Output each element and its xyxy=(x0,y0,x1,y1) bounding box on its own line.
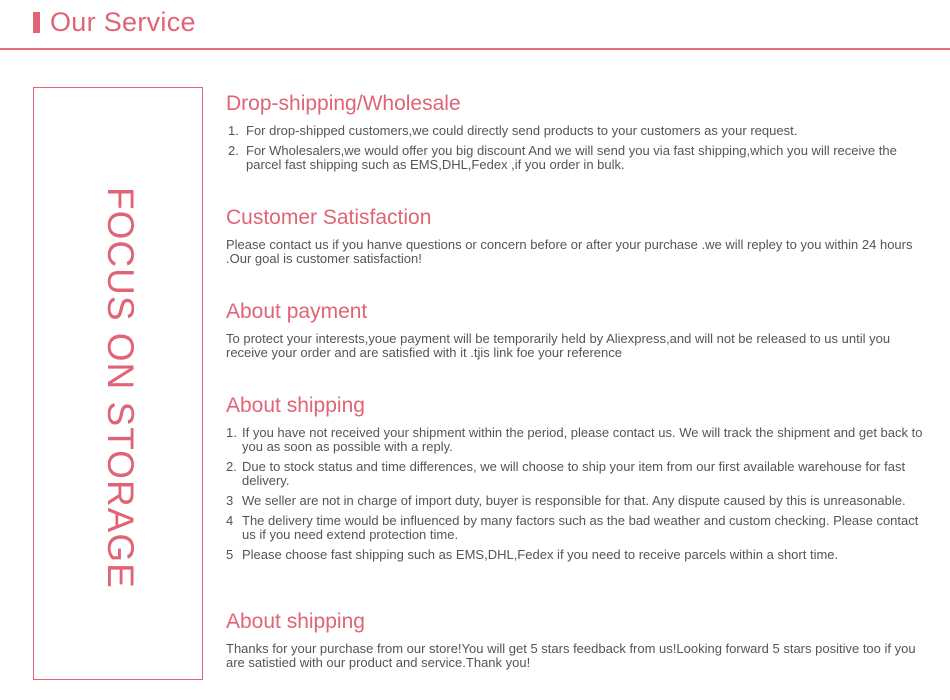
section-text: Thanks for your purchase from our store!You will get 5 stars feedback from us!Looking forward 5 stars positive too if you are satistied with our product and service.Thank you! xyxy=(226,641,916,670)
list-text: For drop-shipped customers,we could directly send products to your customers as your request. xyxy=(246,123,798,138)
list-number: 5 xyxy=(226,547,234,562)
section-title: About shipping xyxy=(226,610,365,633)
page-header xyxy=(0,0,950,50)
section-text: To protect your interests,youe payment will be temporarily held by Aliexpress,and will not be released to us until you receive your order and are satisfied with it .tjis link foe your reference xyxy=(226,331,891,360)
section-text: Please contact us if you hanve questions or concern before or after your purchase .we will repley to you within 24 hours .Our goal is customer satisfaction! xyxy=(226,237,913,266)
section-dropshipping xyxy=(226,91,926,172)
section-title: About payment xyxy=(226,300,368,323)
list-text: Please choose fast shipping such as EMS,DHL,Fedex if you need to receive parcels within a short time. xyxy=(242,547,839,562)
list-number: 1. xyxy=(228,123,239,138)
list-text: Due to stock status and time differences, we will choose to ship your item from our first available warehouse for fast delivery. xyxy=(242,459,906,488)
list-item xyxy=(226,426,926,454)
list-item xyxy=(226,494,926,508)
list-item xyxy=(226,514,926,542)
list-item xyxy=(226,460,926,488)
section-feedback xyxy=(226,609,926,670)
list-item xyxy=(226,548,926,562)
section-title: About shipping xyxy=(226,394,365,417)
list-number: 3 xyxy=(226,493,234,508)
list-number: 4 xyxy=(226,513,234,528)
section-title: Customer Satisfaction xyxy=(226,206,432,229)
section-about-shipping xyxy=(226,393,926,562)
section-customer-satisfaction xyxy=(226,205,926,266)
list-number: 2. xyxy=(228,143,239,158)
list-text: If you have not received your shipment within the period, please contact us. We will track the shipment and get back to you as soon as possible with a reply. xyxy=(242,425,923,454)
list-text: We seller are not in charge of import duty, buyer is responsible for that. Any dispute caused by this is unreasonable. xyxy=(242,493,906,508)
list-text: The delivery time would be influenced by many factors such as the bad weather and custom checking. Please contact us if you need extend protection time. xyxy=(242,513,919,542)
header-accent-bar xyxy=(33,12,40,33)
section-about-payment xyxy=(226,299,926,360)
list-number: 2. xyxy=(226,459,237,474)
side-banner-text: FOCUS ON STORAGE xyxy=(100,187,141,589)
list-number: 1. xyxy=(226,425,237,440)
section-title: Drop-shipping/Wholesale xyxy=(226,92,461,115)
list-item xyxy=(226,124,926,138)
list-text: For Wholesalers,we would offer you big discount And we will send you via fast shipping,which you will receive the parcel fast shipping such as EMS,DHL,Fedex ,if you order in bulk. xyxy=(246,143,897,172)
page-title: Our Service xyxy=(50,7,196,37)
list-item xyxy=(226,144,926,172)
